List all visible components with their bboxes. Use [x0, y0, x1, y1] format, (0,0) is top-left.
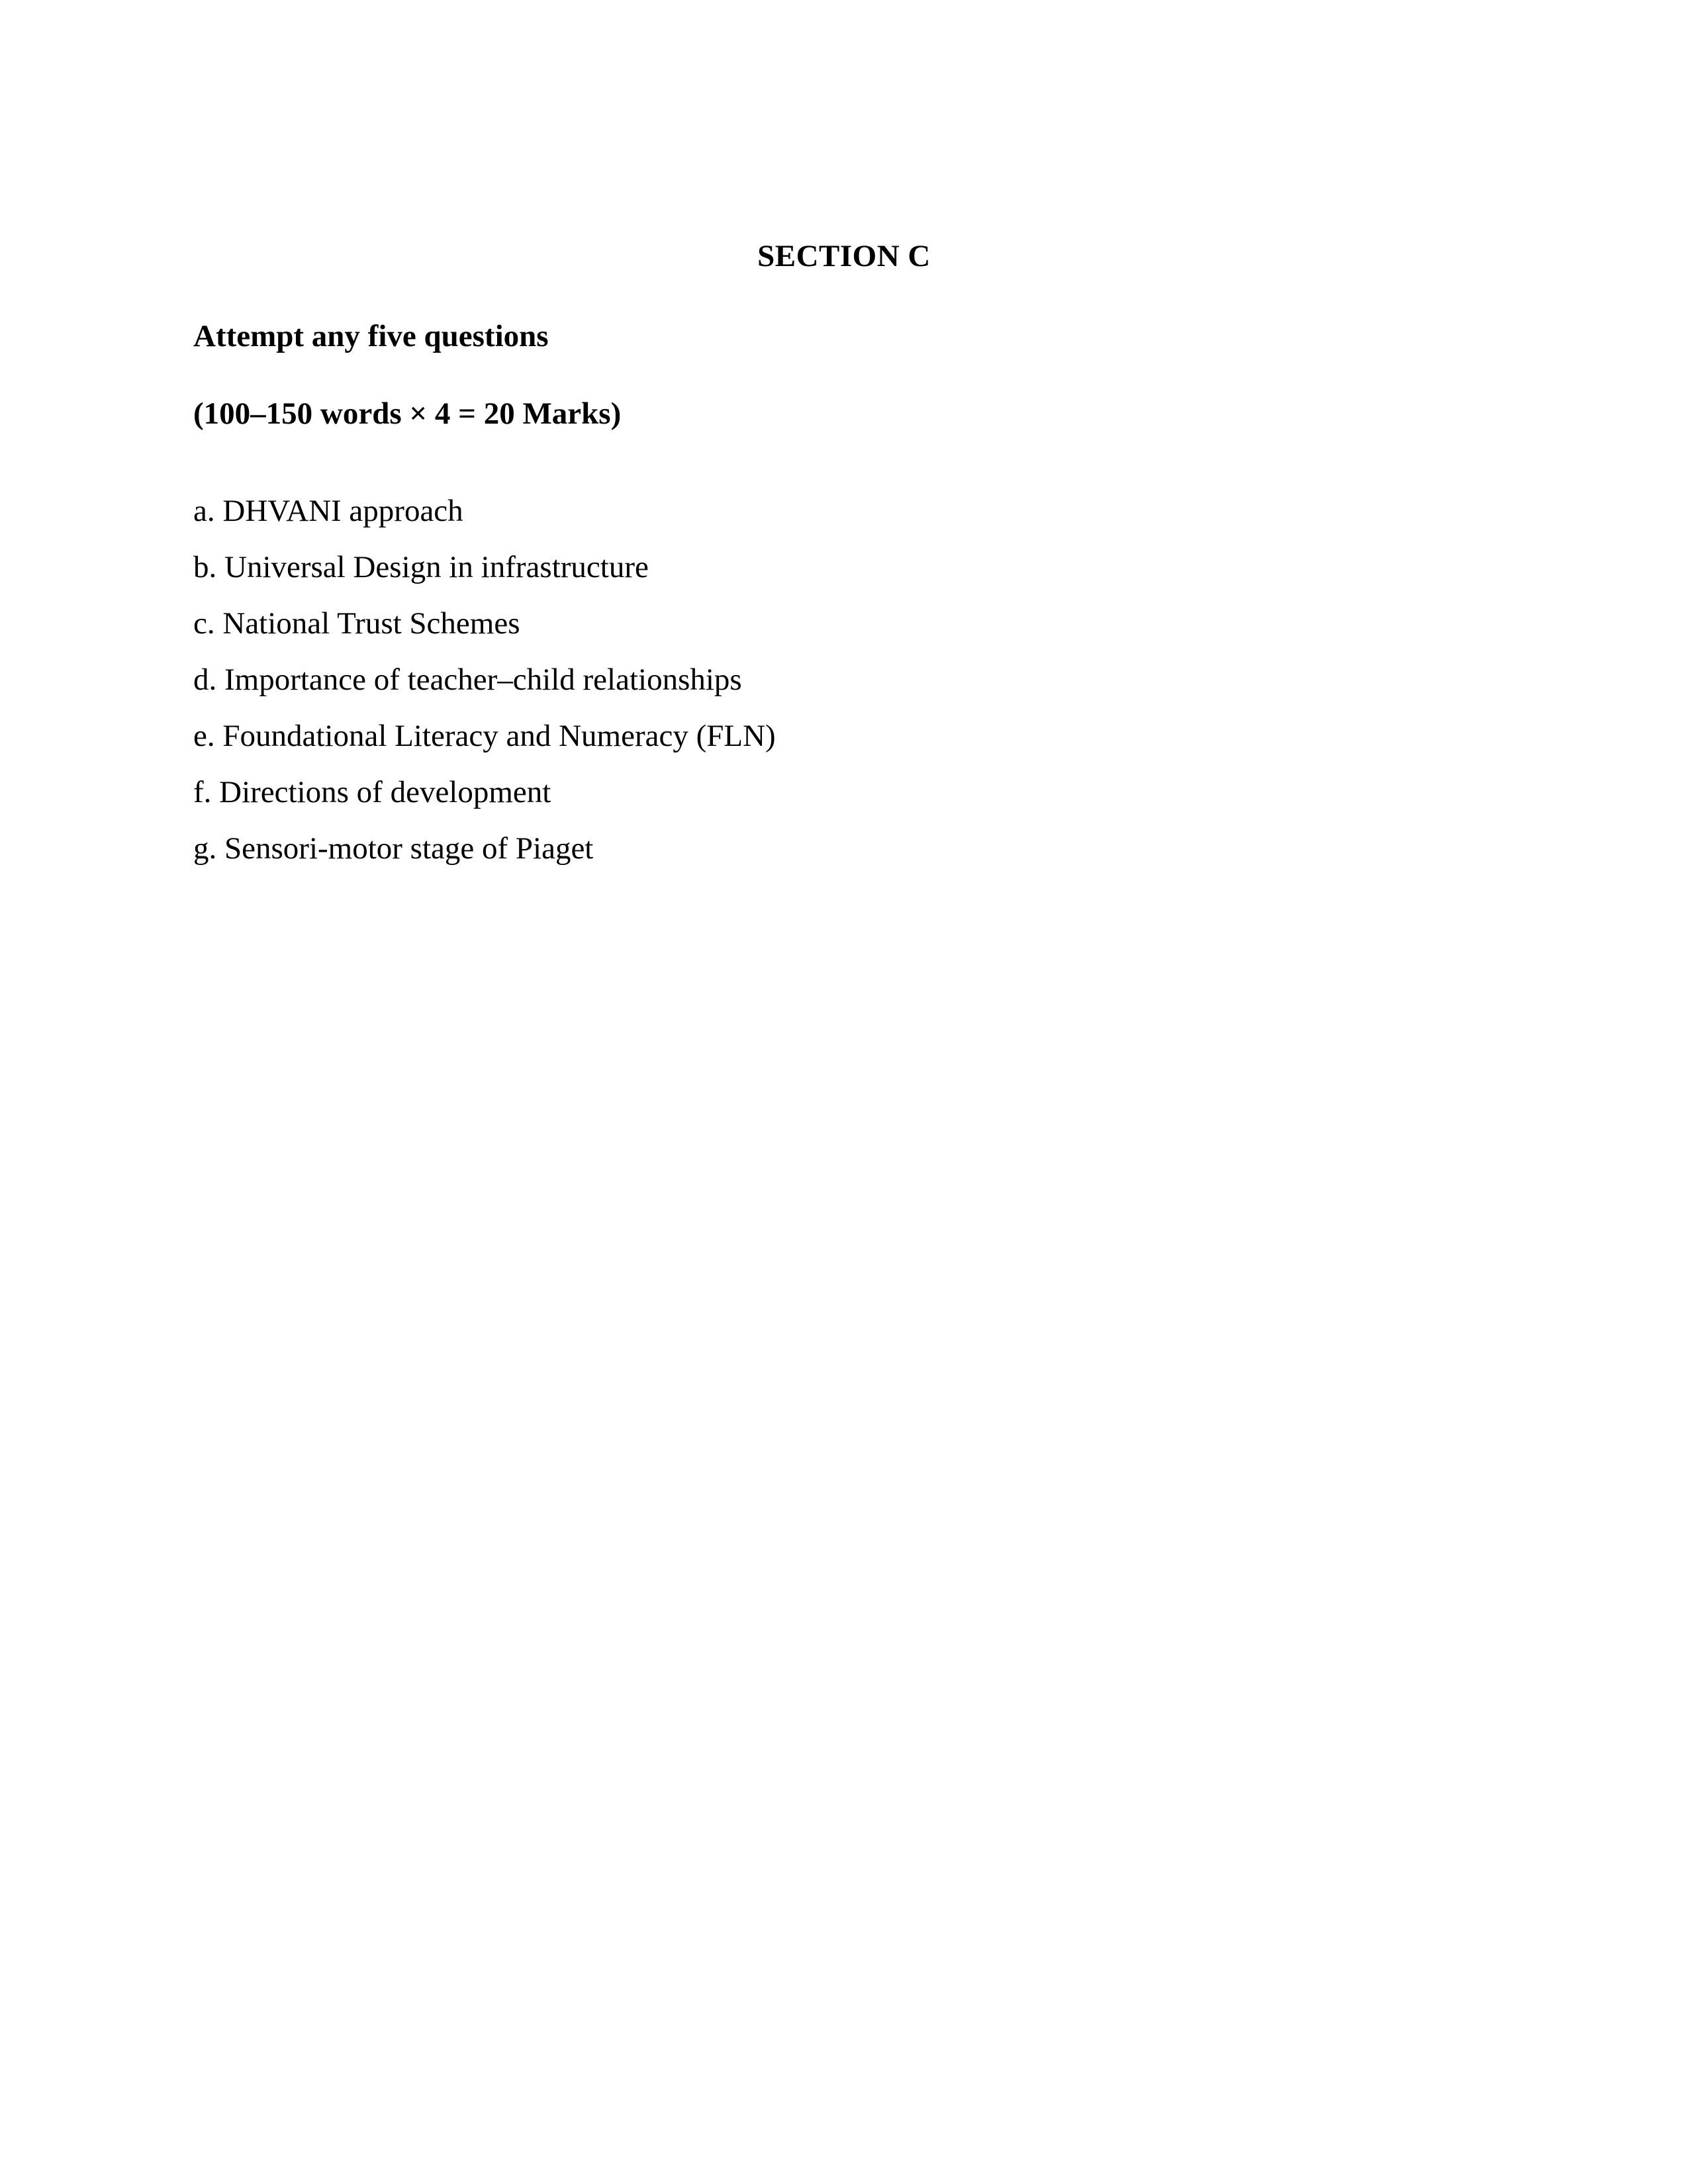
section-heading: SECTION C: [757, 239, 931, 273]
question-label: a.: [193, 494, 215, 528]
question-item-b: [193, 549, 1495, 585]
question-label: d.: [193, 662, 217, 697]
question-item-c: [193, 606, 1495, 641]
question-list: [193, 493, 1495, 866]
question-label: c.: [193, 606, 215, 641]
question-item-g: [193, 831, 1495, 866]
question-text: Foundational Literacy and Numeracy (FLN): [222, 719, 776, 753]
question-text: Directions of development: [219, 775, 551, 809]
page-content: [0, 238, 1688, 866]
instruction-line: Attempt any five questions: [193, 319, 549, 353]
question-item-e: [193, 718, 1495, 754]
question-item-a: [193, 493, 1495, 529]
question-label: e.: [193, 719, 215, 753]
question-text: DHVANI approach: [222, 494, 463, 528]
question-text: Universal Design in infrastructure: [224, 550, 649, 584]
question-label: g.: [193, 831, 217, 866]
question-item-f: [193, 774, 1495, 810]
question-label: f.: [193, 775, 212, 809]
question-text: National Trust Schemes: [222, 606, 520, 641]
question-label: b.: [193, 550, 217, 584]
question-item-d: [193, 662, 1495, 698]
question-text: Importance of teacher–child relationships: [224, 662, 742, 697]
question-text: Sensori-motor stage of Piaget: [224, 831, 594, 866]
marks-line: (100–150 words × 4 = 20 Marks): [193, 396, 622, 431]
